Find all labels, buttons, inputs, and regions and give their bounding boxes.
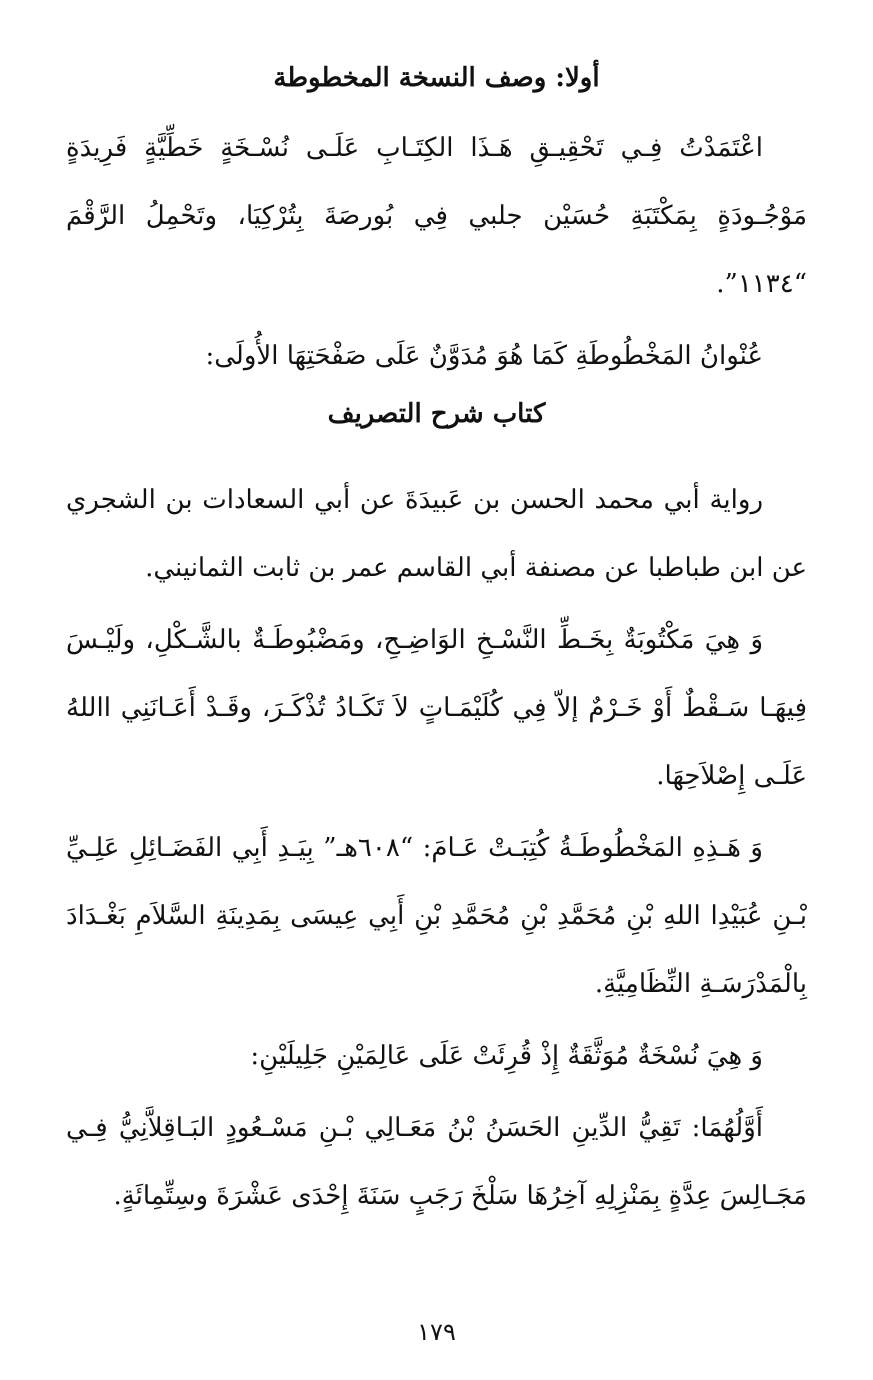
page-body [66,60,807,1230]
paragraph-script-description: وَ هِيَ مَكْتُوبَةٌ بِخَـطِّ النَّسْـخِ الوَاضِـحِ، ومَضْبُوطَـةٌ بالشَّـكْلِ، ولَيْـسَ فِيهَـا سَـقْطٌ أَوْ خَـرْمٌ إلاّ فِي كُلَيْمَـاتٍ لاَ تَكَـادُ تُذْكَـرَ، وقَـدْ أَعَـانَنِي االلهُ عَلَـى إِصْلاَحِهَا. [66,625,807,791]
paragraph-title-intro: عُنْوانُ المَخْطُوطَةِ كَمَا هُوَ مُدَوَّنٌ عَلَى صَفْحَتِهَا الأُولَى: [205,341,763,371]
section-title: أولا: وصف النسخة المخطوطة [273,63,600,93]
paragraph-verification: وَ هِيَ نُسْخَةٌ مُوَثَّقَةٌ إِذْ قُرِئَتْ عَلَى عَالِمَيْنِ جَلِيلَيْنِ: [250,1041,763,1071]
paragraph-first-scholar: أَوَّلُهُمَا: تَقِيُّ الدِّينِ الحَسَنُ بْنُ مَعَـالِي بْـنِ مَسْـعُودٍ البَـاقِلاَّنِيُّ فِـي مَجَـالِسَ عِدَّةٍ بِمَنْزِلِهِ آخِرُهَا سَلْخَ رَجَبٍ سَنَةَ إِحْدَى عَشْرَةَ وسِتِّمِائَةٍ. [66,1113,807,1211]
book-title: كتاب شرح التصريف [327,399,546,429]
page-number: ١٧٩ [417,1318,456,1346]
paragraph-copy-date: وَ هَـذِهِ المَخْطُوطَـةُ كُتِبَـتْ عَـامَ: “٦٠٨هـ” بِيَـدِ أَبِي الفَضَـائِلِ عَلِـيِّ بْـنِ عُبَيْدِا اللهِ بْنِ مُحَمَّدِ بْنِ مُحَمَّدِ بْنِ أَبِي عِيسَى بِمَدِينَةِ السَّلاَمِ بَغْـدَادَ بِالْمَدْرَسَـةِ النِّظَامِيَّةِ. [66,833,807,999]
paragraph-narration-chain: رواية أبي محمد الحسن بن عَبيدَةَ عن أبي السعادات بن الشجري عن ابن طباطبا عن مصنفة أبي القاسم عمر بن ثابت الثمانيني. [66,485,807,583]
paragraph-source-manuscript: اعْتَمَدْتُ فِـي تَحْقِيـقِ هَـذَا الكِتَـابِ عَلَـى نُسْـخَةٍ خَطِّيَّةٍ فَرِيدَةٍ مَوْجُـودَةٍ بِمَكْتَبَةِ حُسَيْن جلبي فِي بُورصَةَ بِتُرْكِيَا، وتَحْمِلُ الرَّقْمَ “١١٣٤”. [66,133,807,299]
